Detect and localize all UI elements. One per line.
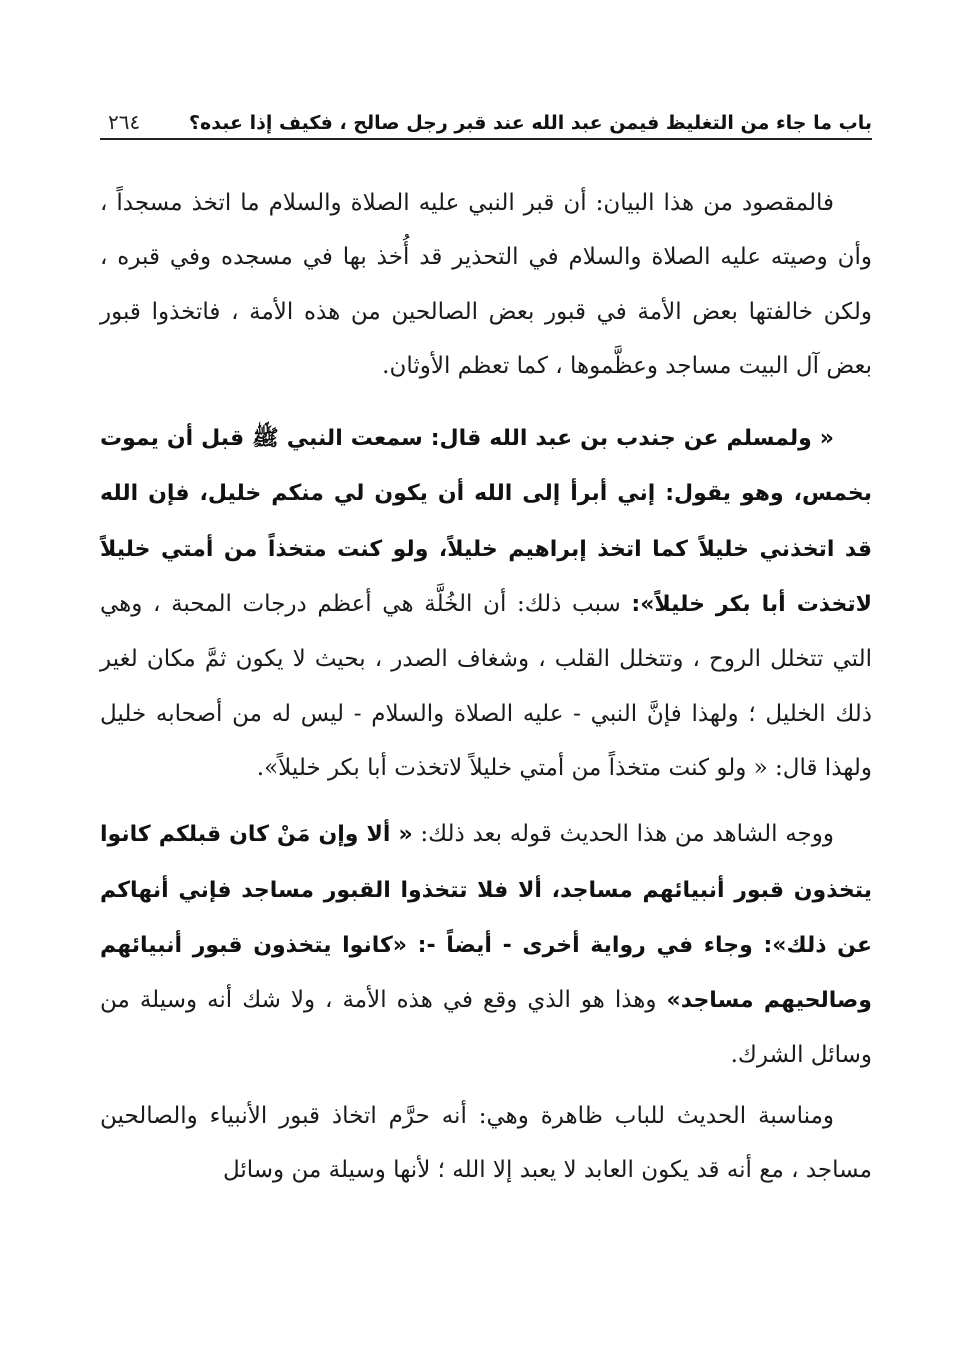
text-segment: ومناسبة الحديث للباب ظاهرة وهي: أنه حرَّم اتخاذ قبور الأنبياء والصالحين مساجد ، مع أنه قد يكون العابد لا يعبد إلا الله ؛ لأنها وسيلة من وسائل: [100, 1102, 872, 1184]
text-segment: سبب ذلك: أن الخُلَّة هي أعظم درجات المحبة ، وهي التي تتخلل الروح ، وتتخلل القلب ، وشغاف الصدر ، بحيث لا يكون ثمَّ مكان لغير ذلك الخليل ؛ ولهذا فإنَّ النبي - عليه الصلاة والسلام - ليس له من أصحابه خليل ولهذا قال: « ولو كنت متخذاً من أمتي خليلاً لاتخذت أبا بكر خليلاً».: [100, 591, 872, 781]
hadith-quote: « ولمسلم عن جندب بن عبد الله قال: سمعت النبي ﷺ قبل أن يموت بخمس، وهو يقول: إني أبرأ إلى الله أن يكون لي منكم خليل، فإن الله قد اتخذني خليلاً كما اتخذ إبراهيم خليلاً، ولو كنت متخذاً من أمتي خليلاً لاتخذت أبا بكر خليلاً»:: [100, 426, 873, 618]
paragraph-intro: [100, 176, 872, 393]
page-header: [100, 100, 872, 140]
paragraph-evidence: [100, 807, 872, 1082]
paragraph-relevance: [100, 1089, 872, 1198]
hadith-quote: « ألا وإن مَنْ كان قبلكم كانوا يتخذون قبور أنبيائهم مساجد، ألا فلا تتخذوا القبور مساجد فإني أنهاكم عن ذلك»: وجاء في رواية أخرى - أيضاً -: «كانوا يتخذون قبور أنبيائهم وصالحيهم مساجد»: [100, 822, 872, 1014]
page-number: ٢٦٤: [108, 110, 141, 134]
text-segment: ووجه الشاهد من هذا الحديث قوله بعد ذلك:: [412, 821, 834, 848]
text-segment: وهذا هو الذي وقع في هذه الأمة ، ولا شك أنه وسيلة من وسائل الشرك.: [100, 987, 872, 1069]
text-segment: فالمقصود من هذا البيان: أن قبر النبي عليه الصلاة والسلام ما اتخذ مسجداً ، وأن وصيته عليه الصلاة والسلام في التحذير قد أُخذ بها في مسجده وفي قبره ، ولكن خالفتها بعض الأمة في قبور بعض الصالحين من هذه الأمة ، فاتخذوا قبور بعض آل البيت مساجد وعظَّموها ، كما تعظم الأوثان.: [100, 190, 872, 379]
body-text: [100, 176, 872, 1197]
paragraph-hadith-jundub: [100, 411, 872, 795]
running-title: باب ما جاء من التغليظ فيمن عبد الله عند قبر رجل صالح ، فكيف إذا عبده؟: [189, 112, 872, 134]
